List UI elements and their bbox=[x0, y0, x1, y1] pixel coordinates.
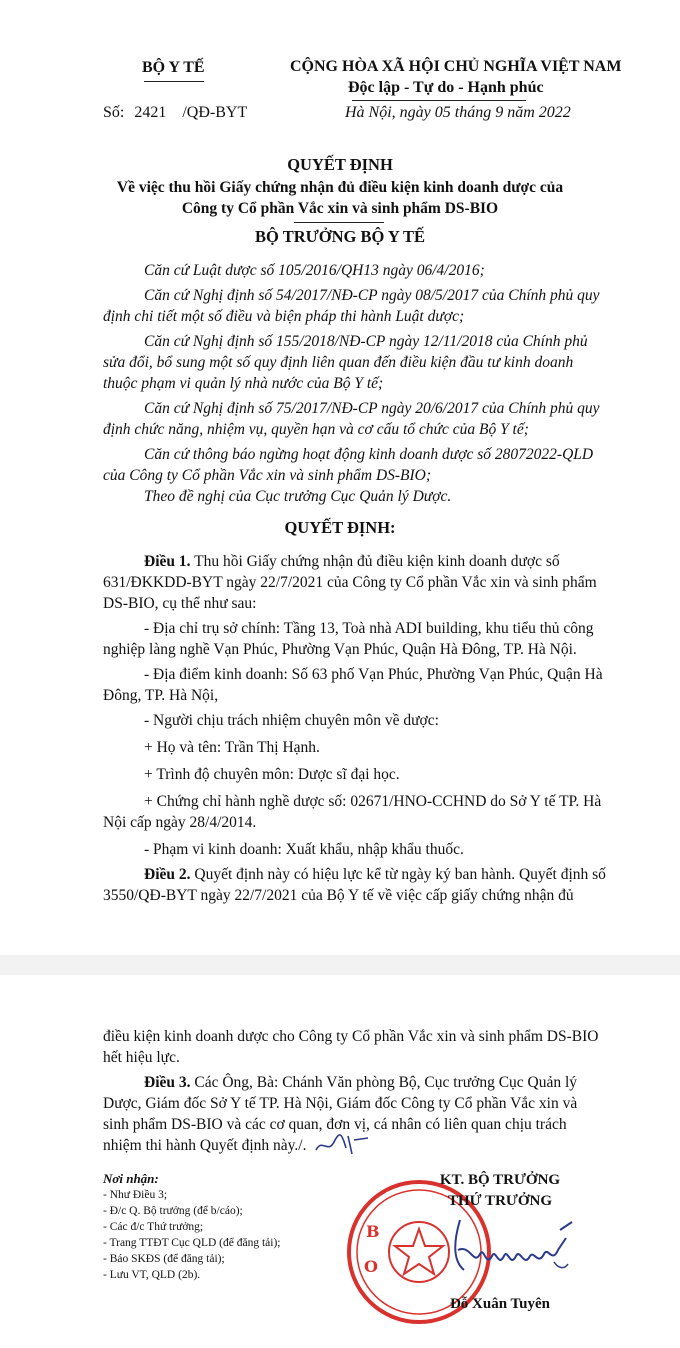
place-date: Hà Nội, ngày 05 tháng 9 năm 2022 bbox=[345, 104, 571, 121]
basis-4-line-2: định chức năng, nhiệm vụ, quyền hạn và cơ cấu tổ chức của Bộ Y tế; bbox=[103, 421, 529, 438]
item-certificate-line-1: + Chứng chỉ hành nghề dược số: 02671/HNO-CCHND do Sở Y tế TP. Hà bbox=[144, 793, 602, 810]
basis-2-line-1: Căn cứ Nghị định số 54/2017/NĐ-CP ngày 08/5/2017 của Chính phủ quy bbox=[144, 287, 600, 304]
signer-name: Đỗ Xuân Tuyên bbox=[449, 1296, 551, 1312]
national-motto: Độc lập - Tự do - Hạnh phúc bbox=[348, 79, 544, 96]
article-3-line-2: Dược, Giám đốc Sở Y tế TP. Hà Nội, Giám đốc Công ty Cổ phần Vắc xin và bbox=[103, 1095, 578, 1112]
article-2-text-1: Quyết định này có hiệu lực kể từ ngày ký ban hành. Quyết định số bbox=[194, 866, 606, 883]
initials-scribble bbox=[312, 1130, 372, 1158]
basis-3-line-3: thuộc phạm vi quản lý nhà nước của Bộ Y tế; bbox=[103, 375, 384, 392]
article-3-label: Điều 3. bbox=[144, 1074, 191, 1091]
doc-number-label: Số: bbox=[103, 104, 125, 121]
item-full-name: + Họ và tên: Trần Thị Hạnh. bbox=[144, 739, 320, 756]
subject-underline bbox=[294, 222, 384, 223]
signature-on-behalf: KT. BỘ TRƯỞNG bbox=[439, 1172, 561, 1188]
item-address-line-1: - Địa chỉ trụ sở chính: Tầng 13, Toà nhà ADI building, khu tiểu thủ công bbox=[144, 620, 594, 637]
article-3-text-1: Các Ông, Bà: Chánh Văn phòng Bộ, Cục trưởng Cục Quản lý bbox=[194, 1074, 578, 1091]
basis-5-line-1: Căn cứ thông báo ngừng hoạt động kinh doanh dược số 28072022-QLD bbox=[144, 446, 594, 463]
basis-1 bbox=[144, 260, 485, 281]
article-1-text-1: Thu hồi Giấy chứng nhận đủ điều kiện kinh doanh dược số bbox=[194, 553, 560, 570]
article-3-line-4: nhiệm thi hành Quyết định này./. bbox=[103, 1137, 307, 1154]
article-1-label: Điều 1. bbox=[144, 553, 191, 570]
authority-title: BỘ TRƯỞNG BỘ Y TẾ bbox=[255, 227, 425, 246]
motto-underline bbox=[352, 100, 526, 101]
recipient-3: - Các đ/c Thứ trưởng; bbox=[103, 1221, 204, 1233]
item-address-line-2: nghiệp làng nghề Vạn Phúc, Phường Vạn Phúc, Quận Hà Đông, TP. Hà Nội. bbox=[103, 641, 577, 658]
doc-type-title: QUYẾT ĐỊNH bbox=[287, 155, 393, 174]
basis-3-line-1: Căn cứ Nghị định số 155/2018/NĐ-CP ngày 12/11/2018 của Chính phủ bbox=[144, 333, 588, 350]
document-page-2 bbox=[0, 975, 680, 1348]
page-separator bbox=[0, 955, 680, 975]
recipient-1: - Như Điều 3; bbox=[103, 1189, 168, 1201]
subject-line-2: Công ty Cổ phần Vắc xin và sinh phẩm DS-BIO bbox=[181, 200, 499, 217]
item-location-line-2: Đông, TP. Hà Nội, bbox=[103, 687, 219, 704]
item-business-scope: - Phạm vi kinh doanh: Xuất khẩu, nhập khẩu thuốc. bbox=[144, 841, 464, 858]
basis-2-line-2: định chi tiết một số điều và biện pháp thi hành Luật dược; bbox=[103, 308, 465, 325]
recipient-6: - Lưu VT, QLD (2b). bbox=[103, 1269, 201, 1281]
article-1-line-2: 631/ĐKKDD-BYT ngày 22/7/2021 của Công ty Cổ phần Vắc xin và sinh phẩm bbox=[103, 574, 597, 591]
signature-position: THỨ TRƯỞNG bbox=[447, 1193, 553, 1209]
recipient-2: - Đ/c Q. Bộ trưởng (để b/cáo); bbox=[103, 1205, 243, 1217]
republic-name: CỘNG HÒA XÃ HỘI CHỦ NGHĨA VIỆT NAM bbox=[290, 58, 622, 75]
svg-text:B: B bbox=[366, 1222, 380, 1241]
signature-scribble bbox=[440, 1210, 580, 1280]
subject-line-1: Về việc thu hồi Giấy chứng nhận đủ điều kiện kinh doanh dược của bbox=[116, 179, 564, 196]
recipient-4: - Trang TTĐT Cục QLD (để đăng tải); bbox=[103, 1237, 281, 1249]
ministry-underline bbox=[144, 81, 204, 82]
article-2-line-4: hết hiệu lực. bbox=[103, 1049, 180, 1066]
article-3-line-1 bbox=[144, 1072, 577, 1093]
doc-number-suffix: /QĐ-BYT bbox=[182, 104, 248, 121]
svg-text:O: O bbox=[364, 1257, 378, 1276]
document-number bbox=[103, 104, 247, 122]
article-1-line-1 bbox=[144, 551, 560, 572]
basis-5-line-2: của Công ty Cổ phần Vắc xin và sinh phẩm DS-BIO; bbox=[103, 467, 432, 484]
item-location-line-1: - Địa điểm kinh doanh: Số 63 phố Vạn Phúc, Phường Vạn Phúc, Quận Hà bbox=[144, 666, 603, 683]
basis-1-line-1: Căn cứ Luật dược số 105/2016/QH13 ngày 06/4/2016; bbox=[144, 262, 485, 279]
doc-number-value: 2421 bbox=[134, 104, 167, 121]
article-2-label: Điều 2. bbox=[144, 866, 191, 883]
article-2-line-1 bbox=[144, 864, 606, 885]
ministry-name: BỘ Y TẾ bbox=[142, 59, 205, 76]
basis-3-line-2: sửa đổi, bổ sung một số quy định liên quan đến điều kiện đầu tư kinh doanh bbox=[103, 354, 574, 371]
item-certificate-line-2: Nội cấp ngày 28/4/2014. bbox=[103, 814, 257, 831]
item-responsible-person: - Người chịu trách nhiệm chuyên môn về dược: bbox=[144, 712, 439, 729]
article-2-line-2: 3550/QĐ-BYT ngày 22/7/2021 của Bộ Y tế về việc cấp giấy chứng nhận đủ bbox=[103, 887, 574, 904]
recipient-5: - Báo SKĐS (để đăng tải); bbox=[103, 1253, 225, 1265]
article-1-line-3: DS-BIO, cụ thể như sau: bbox=[103, 595, 257, 612]
recipients-heading: Nơi nhận: bbox=[103, 1171, 159, 1186]
basis-4-line-1: Căn cứ Nghị định số 75/2017/NĐ-CP ngày 20/6/2017 của Chính phủ quy bbox=[144, 400, 600, 417]
item-qualification: + Trình độ chuyên môn: Dược sĩ đại học. bbox=[144, 766, 400, 783]
basis-6-line-1: Theo đề nghị của Cục trưởng Cục Quản lý Dược. bbox=[144, 488, 452, 505]
decision-heading: QUYẾT ĐỊNH: bbox=[284, 518, 396, 537]
article-3-line-3: sinh phẩm DS-BIO và các cơ quan, đơn vị, cá nhân có liên quan chịu trách bbox=[103, 1116, 567, 1133]
article-2-line-3: điều kiện kinh doanh dược cho Công ty Cổ phần Vắc xin và sinh phẩm DS-BIO bbox=[103, 1028, 599, 1045]
